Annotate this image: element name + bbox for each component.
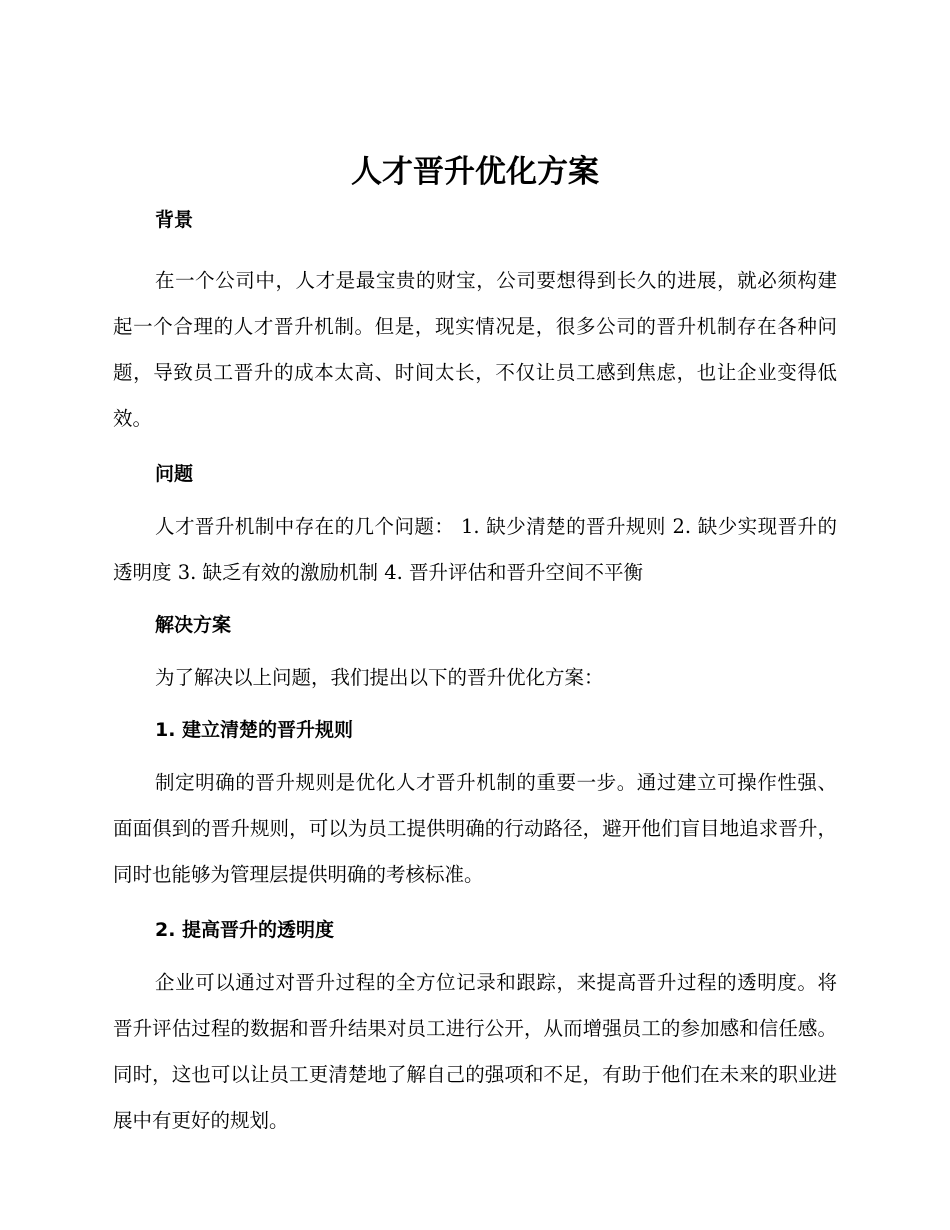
document-title: 人才晋升优化方案 xyxy=(351,154,599,190)
paragraph-item-1: 制定明确的晋升规则是优化人才晋升机制的重要一步。通过建立可操作性强、面面俱到的晋升规则，可以为员工提供明确的行动路径，避开他们盲目地追求晋升，同时也能够为管理层提供明确的考核标准。 xyxy=(113,771,837,886)
subsection-heading-2: 2. 提高晋升的透明度 xyxy=(155,919,335,941)
subsection-heading-1: 1. 建立清楚的晋升规则 xyxy=(155,719,354,741)
paragraph-problem: 人才晋升机制中存在的几个问题： 1. 缺少清楚的晋升规则 2. 缺少实现晋升的透明度 3. 缺乏有效的激励机制 4. 晋升评估和晋升空间不平衡 xyxy=(113,515,837,584)
paragraph-background: 在一个公司中，人才是最宝贵的财宝，公司要想得到长久的进展，就必须构建起一个合理的人才晋升机制。但是，现实情况是，很多公司的晋升机制存在各种问题，导致员工晋升的成本太高、时间太长，不仅让员工感到焦虑，也让企业变得低效。 xyxy=(113,269,837,430)
document-body xyxy=(113,200,837,1144)
section-heading-background: 背景 xyxy=(155,209,194,231)
paragraph-solution-intro: 为了解决以上问题，我们提出以下的晋升优化方案： xyxy=(155,666,604,689)
section-heading-solution: 解决方案 xyxy=(155,614,232,636)
section-heading-problem: 问题 xyxy=(155,463,194,485)
paragraph-item-2: 企业可以通过对晋升过程的全方位记录和跟踪，来提高晋升过程的透明度。将晋升评估过程的数据和晋升结果对员工进行公开，从而增强员工的参加感和信任感。同时，这也可以让员工更清楚地了解自己的强项和不足，有助于他们在未来的职业进展中有更好的规划。 xyxy=(113,971,837,1132)
